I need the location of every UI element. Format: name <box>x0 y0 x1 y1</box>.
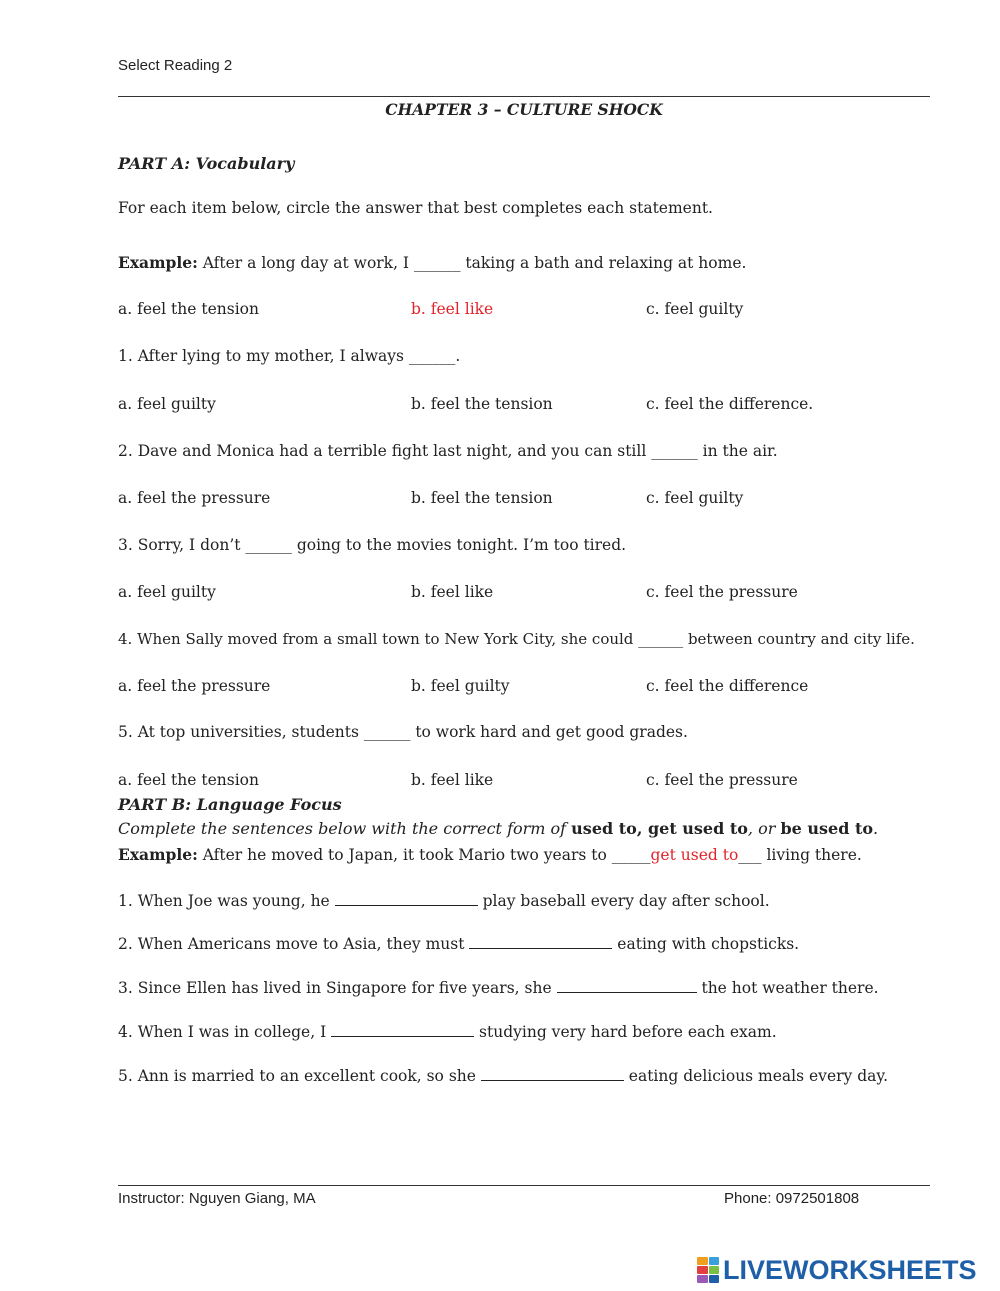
q5-option-a[interactable]: a. feel the tension <box>118 771 259 789</box>
part-a-title: PART A: Vocabulary <box>118 154 295 173</box>
q3-option-b[interactable]: b. feel like <box>411 583 494 601</box>
example-option-c[interactable]: c. feel guilty <box>646 300 744 318</box>
pb-q5-blank[interactable] <box>481 1068 624 1081</box>
part-b-question-2 <box>118 935 799 953</box>
instruction-term3: be used to <box>780 819 874 838</box>
q5-option-b[interactable]: b. feel like <box>411 771 494 789</box>
part-a-example <box>118 253 746 272</box>
example-blank-lead: _____ <box>611 846 651 864</box>
example-blank-trail: ___ <box>738 846 762 864</box>
q4-option-b[interactable]: b. feel guilty <box>411 677 510 695</box>
pb-q5-after: eating delicious meals every day. <box>623 1067 888 1085</box>
q1-option-c[interactable]: c. feel the difference. <box>646 395 814 413</box>
question-4: 4. When Sally moved from a small town to New York City, she could ______ between country and city life. <box>118 630 915 648</box>
part-b-question-5 <box>118 1067 888 1085</box>
q2-option-c[interactable]: c. feel guilty <box>646 489 744 507</box>
pb-q1-blank[interactable] <box>335 893 478 906</box>
part-b-title: PART B: Language Focus <box>118 795 342 814</box>
example-text: After a long day at work, I ______ taking a bath and relaxing at home. <box>202 254 747 272</box>
pb-q2-before: 2. When Americans move to Asia, they must <box>118 935 470 953</box>
question-2: 2. Dave and Monica had a terrible fight last night, and you can still ______ in the air. <box>118 442 778 460</box>
pb-q4-after: studying very hard before each exam. <box>474 1023 777 1041</box>
part-a-instruction: For each item below, circle the answer that best completes each statement. <box>118 199 713 217</box>
example-option-b-answer[interactable]: b. feel like <box>411 300 494 318</box>
example-answer: get used to <box>650 846 739 864</box>
question-1: 1. After lying to my mother, I always ______. <box>118 347 461 365</box>
liveworksheets-logo-icon <box>697 1257 719 1283</box>
q1-option-a[interactable]: a. feel guilty <box>118 395 216 413</box>
pb-q1-after: play baseball every day after school. <box>477 892 770 910</box>
liveworksheets-wordmark: LIVEWORKSHEETS <box>723 1254 977 1285</box>
liveworksheets-logo[interactable] <box>697 1254 977 1286</box>
header-divider <box>118 96 930 97</box>
part-b-question-1 <box>118 892 770 910</box>
phone-number: Phone: 0972501808 <box>724 1190 860 1207</box>
q2-option-a[interactable]: a. feel the pressure <box>118 489 271 507</box>
q4-option-a[interactable]: a. feel the pressure <box>118 677 271 695</box>
question-5: 5. At top universities, students ______ to work hard and get good grades. <box>118 723 688 741</box>
part-b-question-3 <box>118 979 879 997</box>
question-3: 3. Sorry, I don’t ______ going to the movies tonight. I’m too tired. <box>118 536 627 554</box>
part-b-example <box>118 845 862 864</box>
example-option-a[interactable]: a. feel the tension <box>118 300 259 318</box>
pb-q3-before: 3. Since Ellen has lived in Singapore for five years, she <box>118 979 557 997</box>
q5-option-c[interactable]: c. feel the pressure <box>646 771 798 789</box>
instruction-prefix: Complete the sentences below with the correct form of <box>118 819 572 838</box>
instructor-name: Instructor: Nguyen Giang, MA <box>118 1190 316 1207</box>
pb-q2-after: eating with chopsticks. <box>612 935 800 953</box>
pb-q1-before: 1. When Joe was young, he <box>118 892 335 910</box>
q4-option-c[interactable]: c. feel the difference <box>646 677 809 695</box>
q1-option-b[interactable]: b. feel the tension <box>411 395 553 413</box>
part-b-example-label: Example: <box>118 845 198 864</box>
q3-option-c[interactable]: c. feel the pressure <box>646 583 798 601</box>
part-b-example-after: living there. <box>761 846 862 864</box>
chapter-title: CHAPTER 3 – CULTURE SHOCK <box>385 100 663 119</box>
pb-q4-blank[interactable] <box>331 1024 474 1037</box>
part-b-instruction <box>118 819 878 838</box>
part-b-question-4 <box>118 1023 777 1041</box>
pb-q3-after: the hot weather there. <box>696 979 879 997</box>
instruction-end: . <box>873 819 879 838</box>
instruction-terms: used to, get used to <box>571 819 748 838</box>
footer-divider <box>118 1185 930 1186</box>
q2-option-b[interactable]: b. feel the tension <box>411 489 553 507</box>
part-b-example-before: After he moved to Japan, it took Mario two years to <box>202 846 612 864</box>
instruction-or: , or <box>747 819 781 838</box>
pb-q4-before: 4. When I was in college, I <box>118 1023 332 1041</box>
pb-q3-blank[interactable] <box>557 980 697 993</box>
pb-q5-before: 5. Ann is married to an excellent cook, so she <box>118 1067 481 1085</box>
pb-q2-blank[interactable] <box>469 936 612 949</box>
course-name: Select Reading 2 <box>118 57 233 74</box>
example-label: Example: <box>118 253 198 272</box>
q3-option-a[interactable]: a. feel guilty <box>118 583 216 601</box>
